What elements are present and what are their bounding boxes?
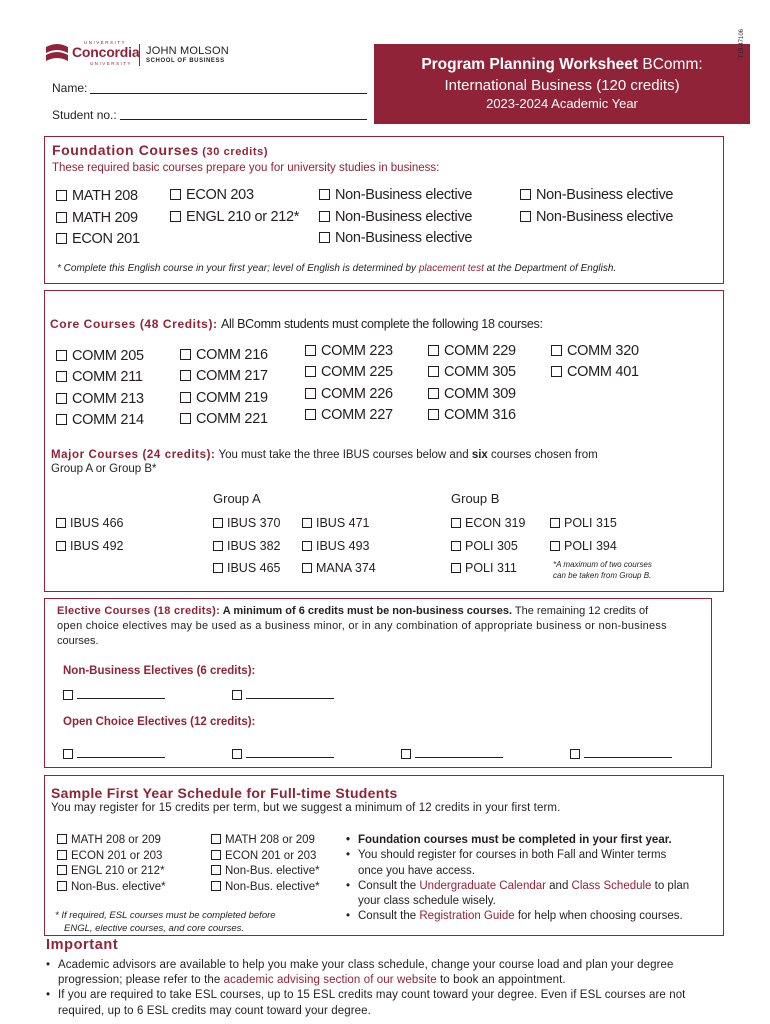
course-item[interactable]: ECON 201 or 203 — [57, 849, 166, 865]
sample-title: Sample First Year Schedule for Full-time Students — [51, 785, 398, 801]
checkbox[interactable] — [319, 189, 330, 200]
course-item[interactable]: Non-Business elective — [520, 207, 673, 229]
checkbox[interactable] — [56, 371, 67, 382]
course-item[interactable]: Non-Business elective — [319, 185, 472, 207]
checkbox[interactable] — [520, 211, 531, 222]
group-a-col2 — [302, 512, 376, 580]
checkbox[interactable] — [401, 749, 411, 759]
group-b-label: Group B — [451, 491, 500, 506]
checkbox[interactable] — [305, 409, 316, 420]
course-item[interactable]: Non-Bus. elective* — [211, 880, 320, 896]
course-item[interactable]: COMM 213 — [56, 389, 144, 410]
important-title: Important — [46, 937, 119, 953]
checkbox[interactable] — [428, 345, 439, 356]
course-item[interactable]: IBUS 492 — [56, 535, 124, 558]
checkbox[interactable] — [520, 189, 531, 200]
core-major-box — [44, 290, 724, 592]
major-title: Major Courses (24 credits): — [51, 449, 216, 461]
sample-col2 — [211, 833, 320, 896]
course-item[interactable]: IBUS 471 — [302, 512, 376, 535]
checkbox[interactable] — [232, 749, 242, 759]
bullet-item: • If you are required to take ESL courses, up to 15 ESL credits may count toward your degree. Even if ESL courses are not required, up to 6 ESL credits may count toward your degree. — [44, 988, 685, 1018]
bullet-item: • Consult the Registration Guide for help when choosing courses. — [344, 909, 689, 924]
course-item[interactable]: ECON 201 or 203 — [211, 849, 320, 865]
foundation-title: Foundation Courses — [52, 142, 199, 158]
concordia-small-top: UNIVERSITY — [84, 40, 127, 45]
checkbox[interactable] — [56, 518, 66, 528]
foundation-credits: (30 credits) — [202, 146, 269, 158]
name-label: Name: — [52, 81, 88, 95]
student-no-field[interactable] — [120, 119, 367, 120]
course-item[interactable]: IBUS 465 — [213, 557, 281, 580]
course-item[interactable]: COMM 305 — [428, 362, 516, 383]
course-item[interactable]: POLI 305 — [451, 535, 525, 558]
checkbox[interactable] — [57, 834, 67, 844]
group-b-col1 — [451, 512, 525, 580]
name-field[interactable] — [90, 93, 367, 94]
checkbox[interactable] — [213, 518, 223, 528]
checkbox[interactable] — [211, 850, 221, 860]
checkbox[interactable] — [570, 749, 580, 759]
course-item[interactable]: COMM 229 — [428, 341, 516, 362]
course-item[interactable]: Non-Bus. elective* — [57, 880, 166, 896]
core-col2 — [180, 345, 268, 430]
course-item[interactable]: COMM 219 — [180, 388, 268, 409]
important-bullets — [44, 958, 685, 1019]
checkbox[interactable] — [428, 388, 439, 399]
core-intro: All BComm students must complete the following 18 courses: — [220, 317, 543, 331]
checkbox[interactable] — [211, 865, 221, 875]
course-item[interactable]: COMM 217 — [180, 366, 268, 387]
checkbox[interactable] — [56, 350, 67, 361]
placement-test-link[interactable]: placement test — [418, 263, 484, 274]
foundation-col2 — [170, 185, 299, 228]
course-item[interactable]: COMM 316 — [428, 405, 516, 426]
course-item[interactable]: MATH 209 — [56, 208, 140, 230]
course-item[interactable]: COMM 401 — [551, 362, 639, 383]
checkbox[interactable] — [551, 366, 562, 377]
course-item[interactable]: ENGL 210 or 212* — [170, 207, 299, 229]
concordia-emblem-icon — [44, 41, 70, 67]
bullet-item: • Consult the Undergraduate Calendar and Class Schedule to plan your class schedule wisely. — [344, 879, 689, 910]
foundation-note: * Complete this English course in your first year; level of English is determined by placement test at the Department of English. — [57, 263, 617, 274]
course-item[interactable]: COMM 227 — [305, 405, 393, 426]
course-item[interactable]: COMM 320 — [551, 341, 639, 362]
course-item[interactable]: IBUS 370 — [213, 512, 281, 535]
checkbox[interactable] — [56, 190, 67, 201]
open-slot-1[interactable] — [63, 747, 165, 761]
checkbox[interactable] — [56, 393, 67, 404]
core-heading — [50, 317, 543, 331]
course-item[interactable]: Non-Business elective — [520, 185, 673, 207]
core-col3 — [305, 341, 393, 426]
major-heading: Major Courses (24 credits): You must take the three IBUS courses below and six courses chosen from Group A or Group B* — [51, 449, 598, 475]
course-item[interactable]: COMM 309 — [428, 384, 516, 405]
course-item[interactable]: ECON 203 — [170, 185, 299, 207]
group-a-label: Group A — [213, 491, 261, 506]
checkbox[interactable] — [319, 232, 330, 243]
foundation-col1 — [56, 186, 140, 251]
checkbox[interactable] — [56, 541, 66, 551]
course-item[interactable]: POLI 394 — [550, 535, 617, 558]
bullet-item: • Academic advisors are available to help you make your class schedule, change your course load and plan your degree progression; please refer to the academic advising section of our website to book an appointment. — [44, 958, 685, 988]
checkbox[interactable] — [56, 233, 67, 244]
checkbox[interactable] — [550, 541, 560, 551]
concordia-small-bottom: UNIVERSITY — [90, 61, 133, 66]
elective-title: Elective Courses (18 credits): — [57, 605, 221, 617]
course-item[interactable]: COMM 223 — [305, 341, 393, 362]
nonbus-slot-2[interactable] — [232, 688, 334, 702]
title-banner — [374, 44, 750, 124]
course-item[interactable]: Non-Business elective — [319, 207, 472, 229]
checkbox[interactable] — [56, 414, 67, 425]
checkbox[interactable] — [551, 345, 562, 356]
foundation-col4 — [520, 185, 673, 228]
checkbox[interactable] — [211, 834, 221, 844]
course-item[interactable]: COMM 225 — [305, 362, 393, 383]
checkbox[interactable] — [319, 211, 330, 222]
concordia-logo — [44, 40, 140, 68]
group-a-col1 — [213, 512, 281, 580]
sample-bullets — [344, 833, 689, 925]
title-bold: Program Planning Worksheet — [421, 56, 639, 73]
checkbox[interactable] — [451, 541, 461, 551]
group-b-note: *A maximum of two courses can be taken from Group B. — [553, 560, 652, 580]
bullet-item: • You should register for courses in both Fall and Winter terms once you have access. — [344, 848, 689, 879]
checkbox[interactable] — [57, 881, 67, 891]
course-item[interactable]: MATH 208 — [56, 186, 140, 208]
course-item[interactable]: POLI 315 — [550, 512, 617, 535]
checkbox[interactable] — [63, 749, 73, 759]
checkbox[interactable] — [63, 690, 73, 700]
course-item[interactable]: IBUS 382 — [213, 535, 281, 558]
academic-year: 2023-2024 Academic Year — [486, 96, 638, 111]
jmsb-line1: JOHN MOLSON — [146, 45, 229, 57]
checkbox[interactable] — [232, 690, 242, 700]
course-item[interactable]: MANA 374 — [302, 557, 376, 580]
title-rest: BComm: — [638, 56, 703, 73]
course-item[interactable]: Non-Bus. elective* — [211, 864, 320, 880]
checkbox[interactable] — [305, 388, 316, 399]
course-item[interactable]: IBUS 493 — [302, 535, 376, 558]
sample-footnote: * If required, ESL courses must be completed before ENGL, elective courses, and core courses. — [55, 910, 276, 934]
core-title: Core Courses (48 Credits): — [50, 317, 218, 331]
elective-intro: Elective Courses (18 credits): A minimum of 6 credits must be non-business courses. The remaining 12 credits of open choice electives may be used as a business minor, or in any combination of appropriate business or non-business courses. — [57, 605, 667, 647]
core-col4 — [428, 341, 516, 426]
checkbox[interactable] — [57, 865, 67, 875]
course-item[interactable]: COMM 211 — [56, 367, 144, 388]
course-item[interactable]: Non-Business elective — [319, 228, 472, 250]
foundation-col3 — [319, 185, 472, 250]
open-slot-4[interactable] — [570, 747, 672, 761]
undergraduate-calendar-link[interactable]: Undergraduate Calendar — [419, 879, 546, 892]
core-col1 — [56, 346, 144, 431]
checkbox[interactable] — [305, 345, 316, 356]
academic-advising-link[interactable]: academic advising section of our website — [223, 974, 437, 987]
course-item[interactable]: ECON 319 — [451, 512, 525, 535]
checkbox[interactable] — [180, 413, 191, 424]
open-slot-3[interactable] — [401, 747, 503, 761]
checkbox[interactable] — [451, 518, 461, 528]
checkbox[interactable] — [428, 366, 439, 377]
course-item[interactable]: COMM 214 — [56, 410, 144, 431]
checkbox[interactable] — [302, 563, 312, 573]
course-item[interactable]: ECON 201 — [56, 229, 140, 251]
checkbox[interactable] — [170, 211, 181, 222]
student-no-label: Student no.: — [52, 108, 117, 122]
jmsb-line2: SCHOOL OF BUSINESS — [146, 58, 225, 64]
checkbox[interactable] — [57, 850, 67, 860]
course-item[interactable]: POLI 311 — [451, 557, 525, 580]
open-slot-2[interactable] — [232, 747, 334, 761]
foundation-subtitle: These required basic courses prepare you for university studies in business: — [52, 162, 440, 174]
checkbox[interactable] — [213, 563, 223, 573]
bullet-item: • Foundation courses must be completed in your first year. — [344, 833, 689, 848]
checkbox[interactable] — [550, 518, 560, 528]
course-item[interactable]: COMM 221 — [180, 409, 268, 430]
course-item[interactable]: MATH 208 or 209 — [57, 833, 166, 849]
jmsb-logo — [146, 45, 229, 64]
checkbox[interactable] — [180, 370, 191, 381]
program-name: International Business (120 credits) — [444, 77, 680, 94]
course-item[interactable]: ENGL 210 or 212* — [57, 864, 166, 880]
nonbus-elective-label: Non-Business Electives (6 credits): — [63, 665, 256, 677]
course-item[interactable]: IBUS 466 — [56, 512, 124, 535]
checkbox[interactable] — [451, 563, 461, 573]
group-b-col2 — [550, 512, 617, 557]
course-item[interactable]: MATH 208 or 209 — [211, 833, 320, 849]
course-item[interactable]: COMM 226 — [305, 384, 393, 405]
nonbus-slot-1[interactable] — [63, 688, 165, 702]
checkbox[interactable] — [213, 541, 223, 551]
registration-guide-link[interactable]: Registration Guide — [419, 910, 515, 923]
checkbox[interactable] — [170, 189, 181, 200]
concordia-wordmark: Concordia — [72, 44, 140, 60]
class-schedule-link[interactable]: Class Schedule — [571, 879, 652, 892]
checkbox[interactable] — [180, 392, 191, 403]
course-item[interactable]: COMM 216 — [180, 345, 268, 366]
course-item[interactable]: COMM 205 — [56, 346, 144, 367]
checkbox[interactable] — [211, 881, 221, 891]
major-required — [56, 512, 124, 558]
sample-subtitle: You may register for 15 credits per term, but we suggest a minimum of 12 credits in your first term. — [51, 802, 561, 814]
checkbox[interactable] — [56, 212, 67, 223]
checkbox[interactable] — [302, 541, 312, 551]
open-elective-label: Open Choice Electives (12 credits): — [63, 716, 256, 728]
checkbox[interactable] — [180, 349, 191, 360]
sample-col1 — [57, 833, 166, 896]
core-col5 — [551, 341, 639, 384]
logo-divider — [139, 44, 140, 66]
checkbox[interactable] — [428, 409, 439, 420]
doc-code: T19-47106 — [739, 28, 745, 58]
foundation-heading — [52, 142, 268, 158]
checkbox[interactable] — [302, 518, 312, 528]
checkbox[interactable] — [305, 366, 316, 377]
